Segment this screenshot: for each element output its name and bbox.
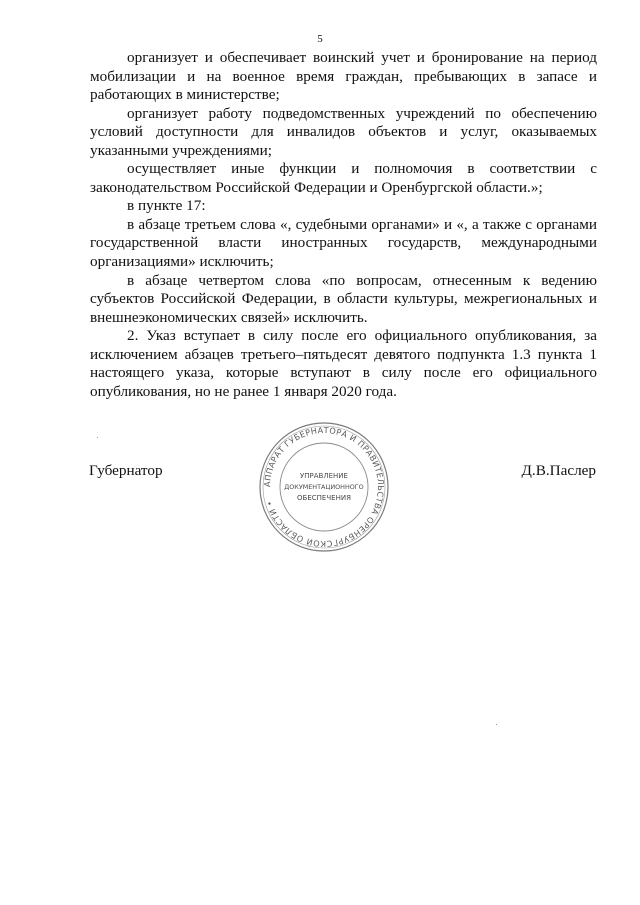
official-stamp <box>257 420 391 554</box>
stamp-center-line: ДОКУМЕНТАЦИОННОГО <box>284 483 364 491</box>
scan-speck <box>97 437 98 438</box>
paragraph: в абзаце четвертом слова «по вопросам, отнесенным к ведению субъектов Российской Федерации, в области культуры, межрегиональных и внешнеэкономических связей» исключить. <box>90 271 597 326</box>
paragraph: организует и обеспечивает воинский учет и бронирование на период мобилизации и на военное время граждан, пребывающих в запасе и работающих в министерстве; <box>90 49 597 104</box>
signatory-name: Д.В.Паслер <box>521 462 596 479</box>
signatory-position: Губернатор <box>89 462 163 479</box>
scan-speck <box>496 724 497 725</box>
paragraph: 2. Указ вступает в силу после его официального опубликования, за исключением абзацев третьего–пятьдесят девятого подпункта 1.3 пункта 1 настоящего указа, которые вступают в силу после его официального опубликования, но не ранее 1 января 2020 года. <box>90 327 597 400</box>
stamp-center-line: ОБЕСПЕЧЕНИЯ <box>297 494 351 502</box>
stamp-ring-text: АППАРАТ ГУБЕРНАТОРА И ПРАВИТЕЛЬСТВА ОРЕНБУРГСКОЙ ОБЛАСТИ • <box>261 424 387 550</box>
paragraph: в абзаце третьем слова «, судебными органами» и «, а также с органами государственной власти иностранных государств, международными организациями» исключить; <box>90 215 597 271</box>
paragraph: осуществляет иные функции и полномочия в соответствии с законодательством Российской Федерации и Оренбургской области.»; <box>90 160 597 196</box>
paragraph: организует работу подведомственных учреждений по обеспечению условий доступности для инвалидов объектов и услуг, оказываемых указанными учреждениями; <box>90 104 597 159</box>
stamp-center-line: УПРАВЛЕНИЕ <box>300 472 348 480</box>
document-body <box>90 49 597 401</box>
page-number: 5 <box>317 33 323 45</box>
paragraph: в пункте 17: <box>127 197 206 215</box>
